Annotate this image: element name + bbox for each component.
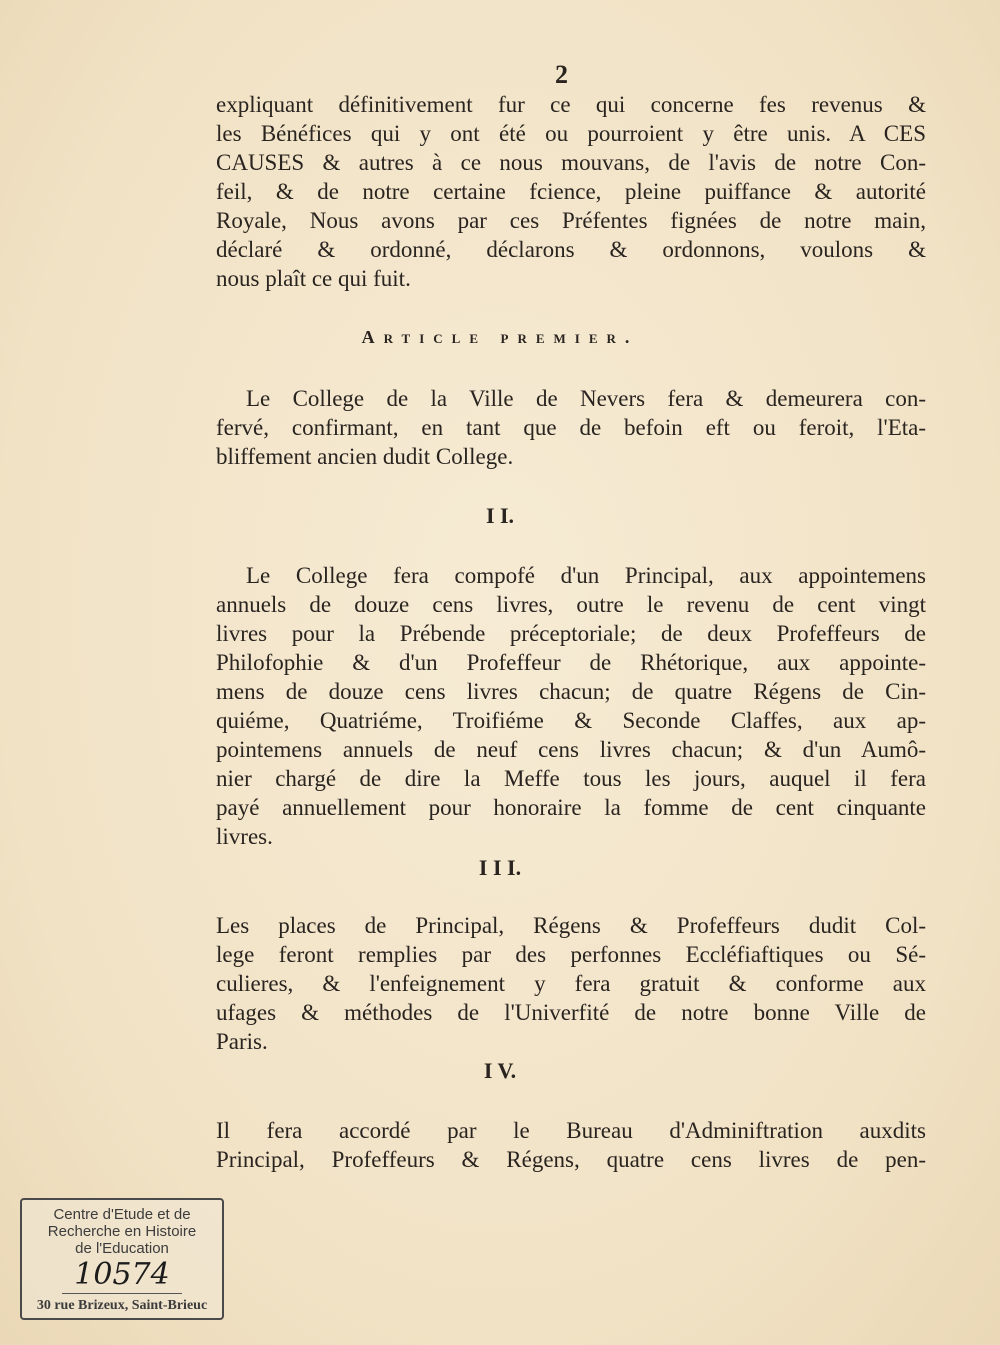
text-line: fervé, confirmant, en tant que de befoin eft ou feroit, l'Eta- [216, 415, 926, 440]
text-line: feil, & de notre certaine fcience, pleine puiffance & autorité [216, 179, 926, 204]
stamp-line-3: de l'Education [75, 1240, 169, 1257]
text-line: les Bénéfices qui y ont été ou pourroient y être unis. A CES [216, 121, 926, 146]
text-line: pointemens annuels de neuf cens livres chacun; & d'un Aumô- [216, 737, 926, 762]
text-line: quiéme, Quatriéme, Troifiéme & Seconde Claffes, aux ap- [216, 708, 926, 733]
text-line: Le College fera compofé d'un Principal, aux appointemens [246, 563, 926, 588]
text-line: nier chargé de dire la Meffe tous les jours, auquel il fera [216, 766, 926, 791]
stamp-address: 30 rue Brizeux, Saint-Brieuc [36, 1298, 208, 1313]
text-line: CAUSES & autres à ce nous mouvans, de l'avis de notre Con- [216, 150, 926, 175]
text-line: déclaré & ordonné, déclarons & ordonnons, voulons & [216, 237, 926, 262]
text-line: bliffement ancien dudit College. [216, 444, 514, 469]
stamp-line-2: Recherche en Histoire [47, 1223, 197, 1240]
article-iii-paragraph [216, 911, 926, 1056]
library-stamp [20, 1198, 224, 1320]
text-line: Paris. [216, 1029, 268, 1054]
text-line: expliquant définitivement fur ce qui concerne fes revenus & [216, 92, 926, 117]
text-line: culieres, & l'enfeignement y fera gratuit & conforme aux [216, 971, 926, 996]
article-heading-iii: I I I. [478, 855, 522, 880]
text-line: ufages & méthodes de l'Univerfité de notre bonne Ville de [216, 1000, 926, 1025]
article-heading-premier: Article premier. [361, 327, 639, 347]
article-iv-paragraph [216, 1116, 926, 1174]
text-line: livres pour la Prébende préceptoriale; de deux Profeffeurs de [216, 621, 926, 646]
text-line: lege feront remplies par des perfonnes Eccléfiaftiques ou Sé- [216, 942, 926, 967]
stamp-inventory-number: 10574 [62, 1257, 182, 1294]
article-heading-ii: I I. [485, 503, 515, 528]
page-number: 2 [555, 60, 568, 89]
stamp-line-1: Centre d'Etude et de [53, 1206, 191, 1223]
article-premier-paragraph [216, 384, 926, 471]
text-line: Principal, Profeffeurs & Régens, quatre cens livres de pen- [216, 1147, 926, 1172]
text-line: Philofophie & d'un Profeffeur de Rhétorique, aux appointe- [216, 650, 926, 675]
text-line: livres. [216, 824, 273, 849]
intro-paragraph [216, 90, 926, 293]
text-line: payé annuellement pour honoraire la fomme de cent cinquante [216, 795, 926, 820]
text-line: mens de douze cens livres chacun; de quatre Régens de Cin- [216, 679, 926, 704]
article-ii-paragraph [216, 561, 926, 851]
article-heading-iv: I V. [483, 1058, 517, 1083]
text-line: Il fera accordé par le Bureau d'Adminiftration auxdits [216, 1118, 926, 1143]
text-line: Les places de Principal, Régens & Profeffeurs dudit Col- [216, 913, 926, 938]
text-line: Le College de la Ville de Nevers fera & demeurera con- [246, 386, 926, 411]
text-line: nous plaît ce qui fuit. [216, 266, 411, 291]
text-line: Royale, Nous avons par ces Préfentes fignées de notre main, [216, 208, 926, 233]
text-line: annuels de douze cens livres, outre le revenu de cent vingt [216, 592, 926, 617]
